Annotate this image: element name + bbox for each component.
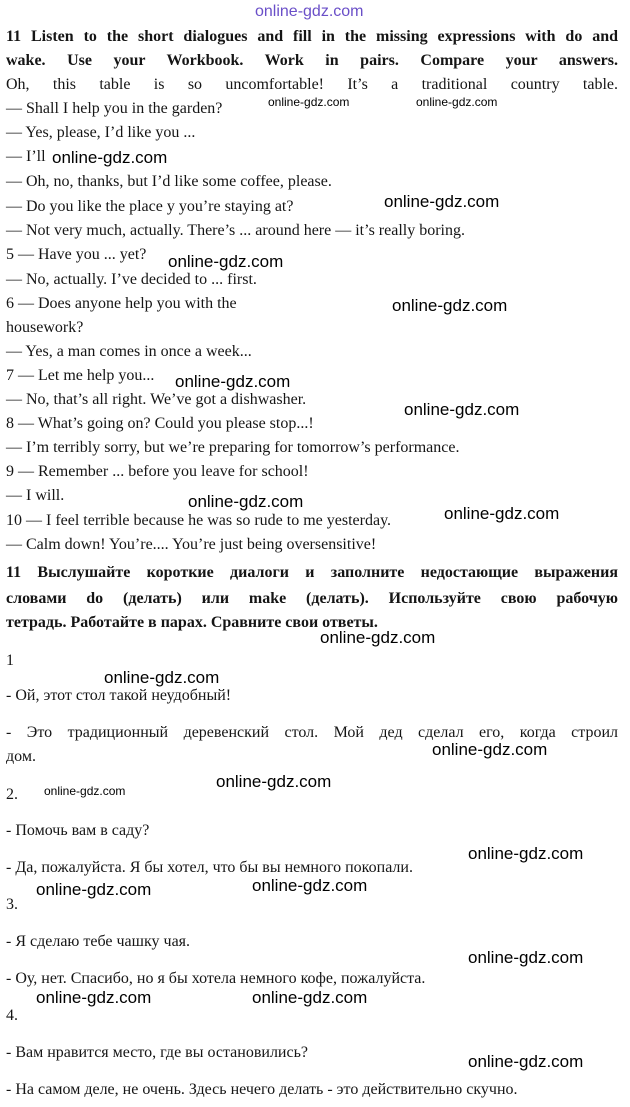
- english-heading-line-1: 11 Listen to the short dialogues and fill in the missing expressions with do and: [6, 28, 618, 45]
- english-line: — No, that’s all right. We’ve got a dishwasher.: [6, 391, 307, 408]
- english-line: — No, actually. I’ve decided to ... first.: [6, 271, 257, 288]
- watermark: online-gdz.com: [384, 192, 500, 211]
- russian-heading-line-2: словами do (делать) или make (делать). Используйте свою рабочую: [6, 590, 618, 607]
- russian-line: дом.: [6, 748, 36, 765]
- watermark: online-gdz.com: [404, 400, 520, 419]
- russian-heading-line-3: тетрадь. Работайте в парах. Сравните свои ответы.: [6, 614, 378, 631]
- watermark: online-gdz.com: [216, 772, 332, 791]
- item-number: 2.: [6, 786, 18, 803]
- watermark: online-gdz.com: [432, 740, 548, 759]
- watermark: online-gdz.com: [168, 252, 284, 271]
- english-line: — Do you like the place y you’re staying at?: [6, 198, 294, 215]
- english-heading-line-2: wake. Use your Workbook. Work in pairs. Compare your answers.: [6, 52, 618, 69]
- item-number: 3.: [6, 896, 18, 913]
- russian-line: - Да, пожалуйста. Я бы хотел, что бы вы немного покопали.: [6, 859, 413, 876]
- watermark: online-gdz.com: [252, 876, 368, 895]
- english-line: — Shall I help you in the garden?: [6, 100, 223, 117]
- russian-line: - Я сделаю тебе чашку чая.: [6, 933, 191, 950]
- watermark: online-gdz.com: [255, 3, 364, 20]
- watermark: online-gdz.com: [444, 504, 560, 523]
- english-line: 10 — I feel terrible because he was so rude to me yesterday.: [6, 512, 392, 529]
- watermark: online-gdz.com: [104, 668, 220, 687]
- english-line: 7 — Let me help you...: [6, 367, 155, 384]
- english-line: — I’ll: [6, 148, 46, 165]
- english-line: 9 — Remember ... before you leave for school!: [6, 463, 309, 480]
- watermark: online-gdz.com: [188, 492, 304, 511]
- watermark: online-gdz.com: [36, 988, 152, 1007]
- watermark: online-gdz.com: [268, 95, 350, 109]
- watermark: online-gdz.com: [416, 95, 498, 109]
- english-line: 5 — Have you ... yet?: [6, 246, 147, 263]
- watermark: online-gdz.com: [468, 844, 584, 863]
- english-line: — Calm down! You’re.... You’re just being oversensitive!: [6, 536, 377, 553]
- english-line: — Yes, a man comes in once a week...: [6, 343, 252, 360]
- russian-line: - Оу, нет. Спасибо, но я бы хотела немного кофе, пожалуйста.: [6, 970, 426, 987]
- watermark: online-gdz.com: [252, 988, 368, 1007]
- russian-line: - Вам нравится место, где вы остановились?: [6, 1044, 308, 1061]
- russian-line: - Помочь вам в саду?: [6, 822, 150, 839]
- russian-line: - Это традиционный деревенский стол. Мой дед сделал его, когда строил: [6, 724, 618, 741]
- russian-line: - На самом деле, не очень. Здесь нечего делать - это действительно скучно.: [6, 1081, 518, 1098]
- item-number: 1: [6, 652, 14, 669]
- watermark: online-gdz.com: [468, 1052, 584, 1071]
- watermark: online-gdz.com: [36, 880, 152, 899]
- english-line: — I will.: [6, 487, 65, 504]
- watermark: online-gdz.com: [52, 148, 168, 167]
- russian-line: - Ой, этот стол такой неудобный!: [6, 687, 232, 704]
- watermark: online-gdz.com: [44, 784, 126, 798]
- watermark: online-gdz.com: [175, 372, 291, 391]
- english-line: Oh, this table is so uncomfortable! It’s a traditional country table.: [6, 76, 618, 93]
- item-number: 4.: [6, 1007, 18, 1024]
- english-line: — Yes, please, I’d like you ...: [6, 124, 196, 141]
- english-line: — Oh, no, thanks, but I’d like some coffee, please.: [6, 173, 332, 190]
- english-line: — I’m terribly sorry, but we’re preparing for tomorrow’s performance.: [6, 439, 460, 456]
- watermark: online-gdz.com: [320, 628, 436, 647]
- watermark: online-gdz.com: [468, 948, 584, 967]
- english-line: housework?: [6, 319, 84, 336]
- russian-heading-line-1: 11 Выслушайте короткие диалоги и заполните недостающие выражения: [6, 564, 618, 581]
- english-line: — Not very much, actually. There’s ... around here — it’s really boring.: [6, 222, 465, 239]
- english-line: 6 — Does anyone help you with the: [6, 295, 237, 312]
- english-line: 8 — What’s going on? Could you please stop...!: [6, 415, 314, 432]
- watermark: online-gdz.com: [392, 296, 508, 315]
